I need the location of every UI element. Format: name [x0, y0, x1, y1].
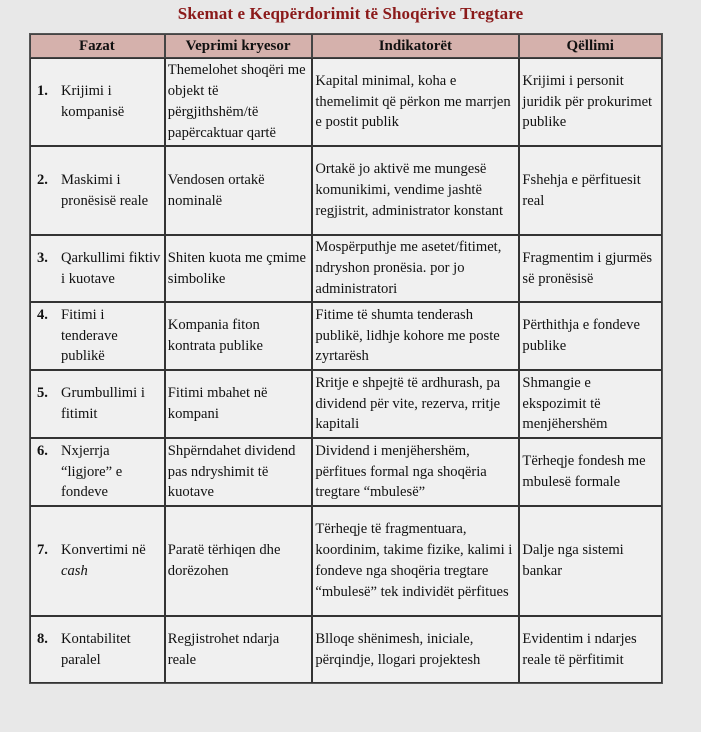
purpose-cell	[519, 58, 662, 146]
phase-name-prefix: Konvertimi në	[61, 542, 146, 559]
indicators-cell	[312, 506, 519, 616]
action-text: Shiten kuota me çmime simbolike	[167, 249, 307, 287]
phase-number: 8.	[37, 630, 48, 647]
purpose-text: Përthithja e fondeve publike	[522, 317, 640, 354]
phase-number: 2.	[37, 171, 48, 188]
indicators-text: Fitime të shumta tenderash publikë, lidhje kohore me poste zyrtarësh	[315, 306, 500, 365]
phase-name: Maskimi i pronësisë reale	[61, 171, 149, 209]
action-text: Vendosen ortakë nominalë	[167, 171, 265, 209]
phase-cell	[30, 616, 165, 683]
header-qellimi: Qëllimi	[519, 34, 662, 58]
table-row	[30, 235, 662, 302]
phase-cell	[30, 146, 165, 235]
schemes-table	[29, 33, 663, 684]
action-cell	[165, 616, 313, 683]
phase-number: 6.	[37, 442, 48, 459]
table-row	[30, 616, 662, 683]
phase-name: Krijimi i kompanisë	[61, 83, 125, 120]
indicators-text: Blloqe shënimesh, iniciale, përqindje, llogari projektesh	[315, 630, 481, 668]
phase-cell	[30, 438, 165, 506]
purpose-text: Evidentim i ndarjes reale të përfitimit	[522, 630, 637, 668]
header-fazat: Fazat	[30, 34, 165, 58]
phase-number: 3.	[37, 249, 48, 266]
table-row	[30, 438, 662, 506]
phase-cell	[30, 302, 165, 370]
phase-cell	[30, 506, 165, 616]
purpose-text: Dalje nga sistemi bankar	[522, 542, 624, 579]
indicators-text: Mospërputhje me asetet/fitimet, ndryshon pronësia. por jo administratori	[315, 239, 502, 297]
header-indikatoret: Indikatorët	[312, 34, 519, 58]
action-cell	[165, 146, 313, 235]
phase-name	[61, 540, 161, 582]
phase-cell	[30, 58, 165, 146]
indicators-cell	[312, 370, 519, 438]
table-header-row	[30, 34, 662, 58]
action-text: Paratë tërhiqen dhe dorëzohen	[167, 542, 281, 579]
purpose-cell	[519, 146, 662, 235]
indicators-text: Tërheqje të fragmentuara, koordinim, takime fizike, kalimi i fondeve nga shoqëria tregtare “mbulesë” tek individët përfitues	[315, 521, 513, 600]
document-title: Skemat e Keqpërdorimit të Shoqërive Tregtare	[177, 4, 524, 23]
phase-name: Kontabilitet paralel	[61, 630, 131, 668]
purpose-text: Fragmentim i gjurmës së pronësisë	[522, 249, 653, 287]
purpose-text: Fshehja e përfituesit real	[522, 171, 641, 209]
phase-number: 4.	[37, 306, 48, 323]
phase-name: Grumbullimi i fitimit	[61, 385, 145, 422]
action-cell	[165, 235, 313, 302]
action-text: Themelohet shoqëri me objekt të përgjithshëm/të papërcaktuar qartë	[167, 62, 306, 141]
indicators-text: Kapital minimal, koha e themelimit që përkon me marrjen e postit publik	[315, 72, 511, 131]
phase-name: Qarkullimi fiktiv i kuotave	[61, 249, 161, 287]
action-cell	[165, 302, 313, 370]
phase-cell	[30, 235, 165, 302]
purpose-cell	[519, 616, 662, 683]
indicators-cell	[312, 616, 519, 683]
action-text: Fitimi mbahet në kompani	[167, 385, 268, 422]
table-row	[30, 302, 662, 370]
table-row	[30, 506, 662, 616]
action-text: Kompania fiton kontrata publike	[167, 317, 264, 354]
purpose-text: Shmangie e ekspozimit të menjëhershëm	[522, 374, 608, 433]
action-cell	[165, 438, 313, 506]
table-row	[30, 146, 662, 235]
table-row	[30, 370, 662, 438]
indicators-cell	[312, 302, 519, 370]
action-cell	[165, 58, 313, 146]
action-cell	[165, 370, 313, 438]
indicators-cell	[312, 438, 519, 506]
indicators-text: Dividend i menjëhershëm, përfitues formal nga shoqëria tregtare “mbulesë”	[315, 442, 487, 501]
table-row	[30, 58, 662, 146]
action-text: Regjistrohet ndarja reale	[167, 630, 280, 668]
phase-number: 7.	[37, 542, 48, 559]
phase-number: 5.	[37, 385, 48, 402]
indicators-text: Ortakë jo aktivë me mungesë komunikimi, vendime jashtë regjistrit, administrator konstant	[315, 161, 504, 219]
indicators-cell	[312, 146, 519, 235]
phase-number: 1.	[37, 83, 48, 100]
purpose-text: Tërheqje fondesh me mbulesë formale	[522, 453, 646, 490]
purpose-cell	[519, 506, 662, 616]
action-text: Shpërndahet dividend pas ndryshimit të kuotave	[167, 442, 296, 501]
purpose-cell	[519, 235, 662, 302]
phase-cell	[30, 370, 165, 438]
purpose-cell	[519, 302, 662, 370]
phase-name: Nxjerrja “ligjore” e fondeve	[61, 442, 123, 501]
indicators-text: Rritje e shpejtë të ardhurash, pa dividend për vite, rezerva, rritje kapitali	[315, 374, 501, 433]
purpose-cell	[519, 370, 662, 438]
indicators-cell	[312, 235, 519, 302]
phase-name-emphasis: cash	[61, 563, 88, 579]
purpose-cell	[519, 438, 662, 506]
indicators-cell	[312, 58, 519, 146]
action-cell	[165, 506, 313, 616]
phase-name: Fitimi i tenderave publikë	[61, 306, 118, 365]
header-veprimi: Veprimi kryesor	[165, 34, 313, 58]
purpose-text: Krijimi i personit juridik për prokurimet publike	[522, 72, 653, 131]
